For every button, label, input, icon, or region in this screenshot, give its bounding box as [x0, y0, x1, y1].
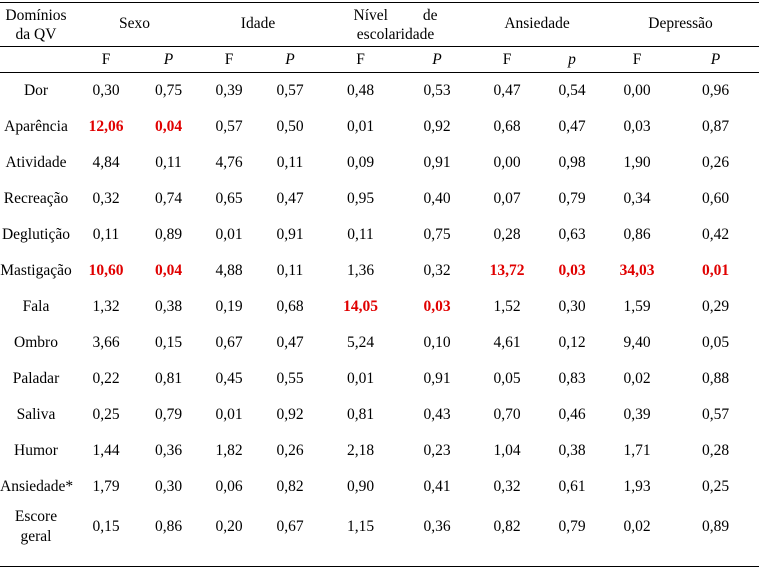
- p-value-cell: 0,36: [423, 518, 451, 535]
- f-value-cell: 0,15: [92, 518, 120, 535]
- p-value-cell: 0,03: [558, 262, 586, 279]
- p-value-cell: 0,96: [701, 82, 730, 99]
- f-value-cell: 0,19: [215, 298, 243, 315]
- p-value-cell: 0,05: [701, 334, 730, 351]
- f-value-cell: 2,18: [346, 442, 375, 459]
- row-label: Mastigação: [0, 262, 72, 279]
- p-value-cell: 0,61: [558, 478, 586, 495]
- table-row: [0, 145, 759, 181]
- stat-header-p: P: [432, 51, 442, 68]
- f-value-cell: 34,03: [619, 262, 655, 279]
- f-value-cell: 0,06: [215, 478, 243, 495]
- p-value-cell: 0,32: [423, 262, 451, 279]
- nivel-header-word-3: escolaridade: [356, 26, 435, 43]
- stat-header-p: p: [568, 51, 576, 68]
- row-label: Fala: [22, 298, 50, 315]
- p-value-cell: 0,47: [276, 334, 304, 351]
- f-value-cell: 0,82: [493, 518, 521, 535]
- f-value-cell: 0,86: [623, 226, 651, 243]
- p-value-cell: 0,57: [701, 406, 730, 423]
- stat-header-f: F: [632, 51, 642, 68]
- table-row: [0, 361, 759, 397]
- p-value-cell: 0,92: [423, 118, 451, 135]
- f-value-cell: 0,02: [623, 370, 651, 387]
- p-value-cell: 0,15: [154, 334, 183, 351]
- p-value-cell: 0,67: [276, 518, 304, 535]
- f-value-cell: 4,76: [215, 154, 243, 171]
- p-value-cell: 0,55: [276, 370, 304, 387]
- p-value-cell: 0,68: [276, 298, 304, 315]
- p-value-cell: 0,30: [558, 298, 586, 315]
- table-row: [0, 469, 759, 505]
- f-value-cell: 0,11: [92, 226, 120, 243]
- f-value-cell: 0,39: [623, 406, 651, 423]
- f-value-cell: 1,82: [215, 442, 243, 459]
- p-value-cell: 0,11: [155, 154, 182, 171]
- f-value-cell: 4,61: [493, 334, 521, 351]
- p-value-cell: 0,63: [558, 226, 586, 243]
- p-value-cell: 0,47: [558, 118, 586, 135]
- nivel-header-word-1: Nível: [353, 7, 388, 24]
- f-value-cell: 4,88: [215, 262, 243, 279]
- row-label: [0, 505, 72, 549]
- p-value-cell: 0,98: [558, 154, 586, 171]
- f-value-cell: 13,72: [489, 262, 525, 279]
- row-label: Recreação: [3, 190, 69, 207]
- f-value-cell: 0,05: [493, 370, 521, 387]
- p-value-cell: 0,87: [701, 118, 730, 135]
- p-value-cell: 0,42: [701, 226, 730, 243]
- stat-header-f: F: [224, 51, 234, 68]
- f-value-cell: 0,48: [346, 82, 375, 99]
- p-value-cell: 0,89: [154, 226, 183, 243]
- p-value-cell: 0,11: [276, 262, 304, 279]
- stat-header-f: F: [101, 51, 111, 68]
- f-value-cell: 0,00: [623, 82, 651, 99]
- p-value-cell: 0,23: [423, 442, 451, 459]
- group-header-sexo: Sexo: [119, 15, 150, 32]
- p-value-cell: 0,12: [558, 334, 586, 351]
- f-value-cell: 0,28: [493, 226, 521, 243]
- table-body: [0, 73, 759, 549]
- f-value-cell: 0,70: [493, 406, 521, 423]
- domain-header-line-1: Domínios: [5, 7, 67, 24]
- f-value-cell: 0,32: [493, 478, 521, 495]
- row-label-line-1: Escore: [14, 508, 58, 525]
- nivel-header-wrap: [354, 6, 438, 44]
- row-label: Deglutição: [1, 226, 70, 243]
- stat-header-p: P: [163, 51, 174, 68]
- f-value-cell: 1,04: [493, 442, 521, 459]
- p-value-cell: 0,79: [154, 406, 183, 423]
- f-value-cell: 0,11: [347, 226, 374, 243]
- group-header-ansiedade: Ansiedade: [504, 15, 570, 32]
- p-value-cell: 0,04: [154, 118, 183, 135]
- f-value-cell: 0,01: [215, 406, 243, 423]
- f-value-cell: 14,05: [343, 298, 378, 315]
- row-label: Ansiedade*: [0, 478, 74, 495]
- group-header-depressao: Depressão: [648, 15, 713, 32]
- p-value-cell: 0,89: [701, 518, 730, 535]
- f-value-cell: 1,93: [623, 478, 651, 495]
- stat-header-p: P: [285, 51, 295, 68]
- p-value-cell: 0,46: [558, 406, 586, 423]
- p-value-cell: 0,74: [154, 190, 183, 207]
- f-value-cell: 5,24: [346, 334, 375, 351]
- p-value-cell: 0,82: [276, 478, 304, 495]
- f-value-cell: 0,65: [215, 190, 243, 207]
- f-value-cell: 0,67: [215, 334, 243, 351]
- stat-header-blank: [0, 47, 72, 73]
- p-value-cell: 0,79: [558, 190, 586, 207]
- p-value-cell: 0,88: [701, 370, 730, 387]
- f-value-cell: 0,03: [623, 118, 651, 135]
- table-row: [0, 217, 759, 253]
- row-label: Aparência: [4, 118, 68, 135]
- f-value-cell: 1,90: [623, 154, 651, 171]
- domain-header: [0, 0, 72, 47]
- f-value-cell: 1,59: [623, 298, 651, 315]
- p-value-cell: 0,41: [423, 478, 451, 495]
- p-value-cell: 0,91: [276, 226, 304, 243]
- p-value-cell: 0,10: [423, 334, 451, 351]
- f-value-cell: 0,07: [493, 190, 521, 207]
- p-value-cell: 0,91: [423, 154, 451, 171]
- f-value-cell: 1,52: [493, 298, 521, 315]
- stat-header-f: F: [502, 51, 512, 68]
- p-value-cell: 0,40: [423, 190, 451, 207]
- f-value-cell: 0,02: [623, 518, 651, 535]
- stat-header-row: [0, 47, 759, 73]
- p-value-cell: 0,81: [154, 370, 183, 387]
- f-value-cell: 0,47: [493, 82, 521, 99]
- table-row: [0, 397, 759, 433]
- p-value-cell: 0,75: [154, 82, 183, 99]
- table-row: [0, 73, 759, 109]
- f-value-cell: 0,01: [346, 118, 375, 135]
- group-header-idade: Idade: [240, 15, 276, 32]
- table-row: [0, 289, 759, 325]
- nivel-header-word-2: de: [422, 7, 438, 24]
- f-value-cell: 1,44: [92, 442, 120, 459]
- f-value-cell: 0,57: [215, 118, 243, 135]
- f-value-cell: 0,95: [346, 190, 375, 207]
- p-value-cell: 0,03: [423, 298, 451, 315]
- table-row: [0, 433, 759, 469]
- p-value-cell: 0,54: [558, 82, 586, 99]
- f-value-cell: 0,01: [215, 226, 243, 243]
- stat-header-f: F: [356, 51, 365, 68]
- row-label: Humor: [14, 442, 58, 459]
- table-row: [0, 181, 759, 217]
- p-value-cell: 0,43: [423, 406, 451, 423]
- domain-header-line-2: da QV: [15, 26, 57, 43]
- f-value-cell: 12,06: [88, 118, 124, 135]
- f-value-cell: 1,79: [92, 478, 120, 495]
- p-value-cell: 0,11: [276, 154, 304, 171]
- f-value-cell: 9,40: [623, 334, 651, 351]
- p-value-cell: 0,28: [701, 442, 730, 459]
- f-value-cell: 1,36: [346, 262, 375, 279]
- f-value-cell: 0,09: [346, 154, 375, 171]
- f-value-cell: 0,20: [215, 518, 243, 535]
- p-value-cell: 0,79: [558, 518, 586, 535]
- p-value-cell: 0,26: [701, 154, 730, 171]
- table-row: [0, 325, 759, 361]
- header-group-row: [0, 0, 759, 47]
- row-label: Paladar: [12, 370, 60, 387]
- row-label: Dor: [23, 82, 49, 99]
- f-value-cell: 3,66: [92, 334, 120, 351]
- f-value-cell: 0,30: [92, 82, 120, 99]
- table-row: [0, 109, 759, 145]
- f-value-cell: 0,90: [346, 478, 375, 495]
- p-value-cell: 0,38: [558, 442, 586, 459]
- p-value-cell: 0,38: [154, 298, 183, 315]
- row-label: Ombro: [14, 334, 58, 351]
- p-value-cell: 0,86: [154, 518, 183, 535]
- p-value-cell: 0,26: [276, 442, 304, 459]
- f-value-cell: 0,32: [92, 190, 120, 207]
- p-value-cell: 0,01: [701, 262, 730, 279]
- p-value-cell: 0,83: [558, 370, 586, 387]
- f-value-cell: 0,39: [215, 82, 243, 99]
- p-value-cell: 0,04: [154, 262, 183, 279]
- f-value-cell: 0,22: [92, 370, 120, 387]
- f-value-cell: 4,84: [92, 154, 120, 171]
- f-value-cell: 0,00: [493, 154, 521, 171]
- f-value-cell: 1,71: [623, 442, 651, 459]
- p-value-cell: 0,92: [276, 406, 304, 423]
- p-value-cell: 0,25: [701, 478, 730, 495]
- table-row: [0, 253, 759, 289]
- p-value-cell: 0,57: [276, 82, 304, 99]
- f-value-cell: 0,68: [493, 118, 521, 135]
- f-value-cell: 10,60: [88, 262, 124, 279]
- p-value-cell: 0,36: [154, 442, 183, 459]
- p-value-cell: 0,29: [701, 298, 730, 315]
- f-value-cell: 0,01: [346, 370, 375, 387]
- row-label-line-2: geral: [20, 528, 52, 545]
- p-value-cell: 0,53: [423, 82, 451, 99]
- row-label: Atividade: [5, 154, 67, 171]
- p-value-cell: 0,50: [276, 118, 304, 135]
- f-value-cell: 0,81: [346, 406, 375, 423]
- f-value-cell: 0,25: [92, 406, 120, 423]
- stat-header-p: P: [710, 51, 721, 68]
- f-value-cell: 1,32: [92, 298, 120, 315]
- f-value-cell: 0,45: [215, 370, 243, 387]
- p-value-cell: 0,91: [423, 370, 451, 387]
- table-bottom-rule: [0, 566, 759, 567]
- row-label: Saliva: [16, 406, 56, 423]
- p-value-cell: 0,30: [154, 478, 183, 495]
- p-value-cell: 0,47: [276, 190, 304, 207]
- p-value-cell: 0,75: [423, 226, 451, 243]
- table-row: [0, 505, 759, 549]
- group-header-nivel: [319, 0, 472, 47]
- f-value-cell: 1,15: [346, 518, 375, 535]
- f-value-cell: 0,34: [623, 190, 651, 207]
- p-value-cell: 0,60: [701, 190, 730, 207]
